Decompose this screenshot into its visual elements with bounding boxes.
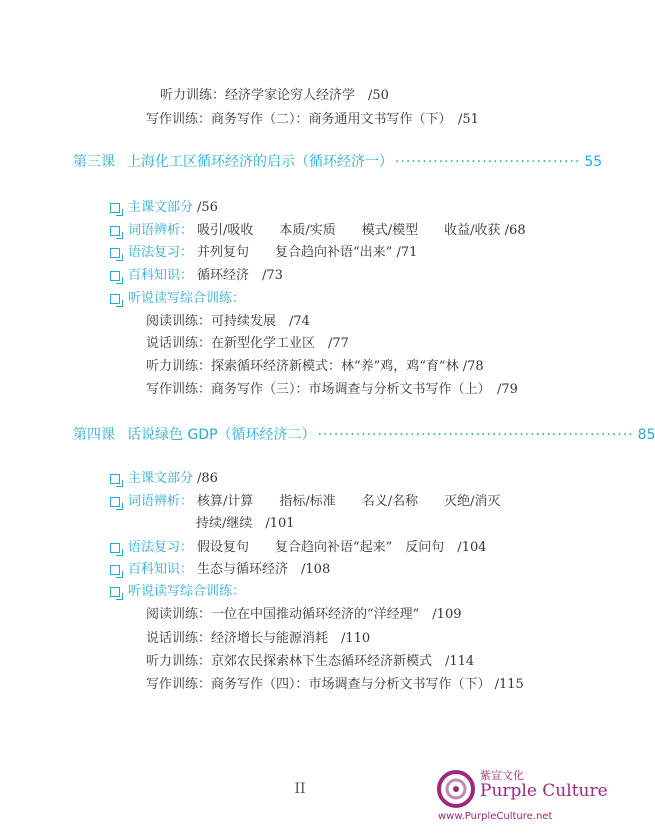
- toc-subentry: 听力训练：经济学家论穷人经济学 /50: [160, 88, 389, 103]
- logo-icon: [436, 767, 476, 811]
- lesson-page: 55: [584, 154, 603, 170]
- toc-subentry: 听力训练：探索循环经济新模式：林“养”鸡，鸡“育”林 /78: [146, 359, 484, 374]
- page-number: II: [294, 781, 306, 797]
- lesson-title: 上海化工区循环经济的启示（循环经济一）: [127, 154, 393, 170]
- toc-subentry: 写作训练：商务写作（二）：商务通用文书写作（下） /51: [146, 112, 479, 127]
- toc-item: 听说读写综合训练：: [110, 291, 249, 307]
- logo-url-text: www.PurpleCulture.net: [438, 811, 553, 822]
- lesson-title: 话说绿色 GDP（循环经济二）: [127, 427, 316, 443]
- toc-item: 词语辨析： 核算/计算 指标/标准 名义/名称 灭绝/消灭: [110, 494, 501, 510]
- toc-subentry: 听力训练：京郊农民探索林下生态循环经济新模式 /114: [146, 654, 475, 669]
- watermark-logo: [436, 767, 608, 825]
- lesson-number: 第三课: [73, 154, 115, 170]
- toc-item: 百科知识： 循环经济 /73: [110, 268, 283, 284]
- lesson-number: 第四课: [73, 427, 115, 443]
- toc-item: 听说读写综合训练：: [110, 584, 249, 600]
- logo-brand-text: Purple Culture: [480, 781, 608, 801]
- toc-item-continuation: 持续/继续 /101: [196, 516, 295, 531]
- toc-item: 百科知识： 生态与循环经济 /108: [110, 562, 330, 578]
- toc-item: 语法复习： 假设复句 复合趋向补语“起来” 反问句 /104: [110, 540, 487, 556]
- lesson-3-heading: [73, 153, 603, 171]
- leader-dots: ··························································: [317, 427, 634, 443]
- checkbox-icon: [110, 474, 120, 484]
- checkbox-icon: [110, 203, 120, 213]
- checkbox-icon: [110, 497, 120, 507]
- toc-subentry: 说话训练：在新型化学工业区 /77: [146, 336, 349, 351]
- leader-dots: ··································: [395, 154, 581, 170]
- lesson-4-heading: [73, 426, 655, 444]
- checkbox-icon: [110, 543, 120, 553]
- toc-item: 语法复习： 并列复句 复合趋向补语“出来” /71: [110, 245, 417, 261]
- lesson-page: 85: [637, 427, 655, 443]
- toc-subentry: 写作训练：商务写作（四）：市场调查与分析文书写作（下） /115: [146, 677, 524, 692]
- toc-subentry: 阅读训练：可持续发展 /74: [146, 314, 310, 329]
- toc-item: 主课文部分 /56: [110, 200, 218, 216]
- checkbox-icon: [110, 271, 120, 281]
- toc-item: 主课文部分 /86: [110, 471, 218, 487]
- toc-item: 词语辨析： 吸引/吸收 本质/实质 模式/模型 收益/收获 /68: [110, 223, 526, 239]
- checkbox-icon: [110, 226, 120, 236]
- toc-subentry: 阅读训练：一位在中国推动循环经济的“洋经理” /109: [146, 607, 462, 622]
- toc-subentry: 写作训练：商务写作（三）：市场调查与分析文书写作（上） /79: [146, 382, 518, 397]
- checkbox-icon: [110, 294, 120, 304]
- toc-subentry: 说话训练：经济增长与能源消耗 /110: [146, 631, 371, 646]
- checkbox-icon: [110, 248, 120, 258]
- logo-chinese-text: 紫宣文化: [480, 769, 524, 782]
- checkbox-icon: [110, 587, 120, 597]
- checkbox-icon: [110, 565, 120, 575]
